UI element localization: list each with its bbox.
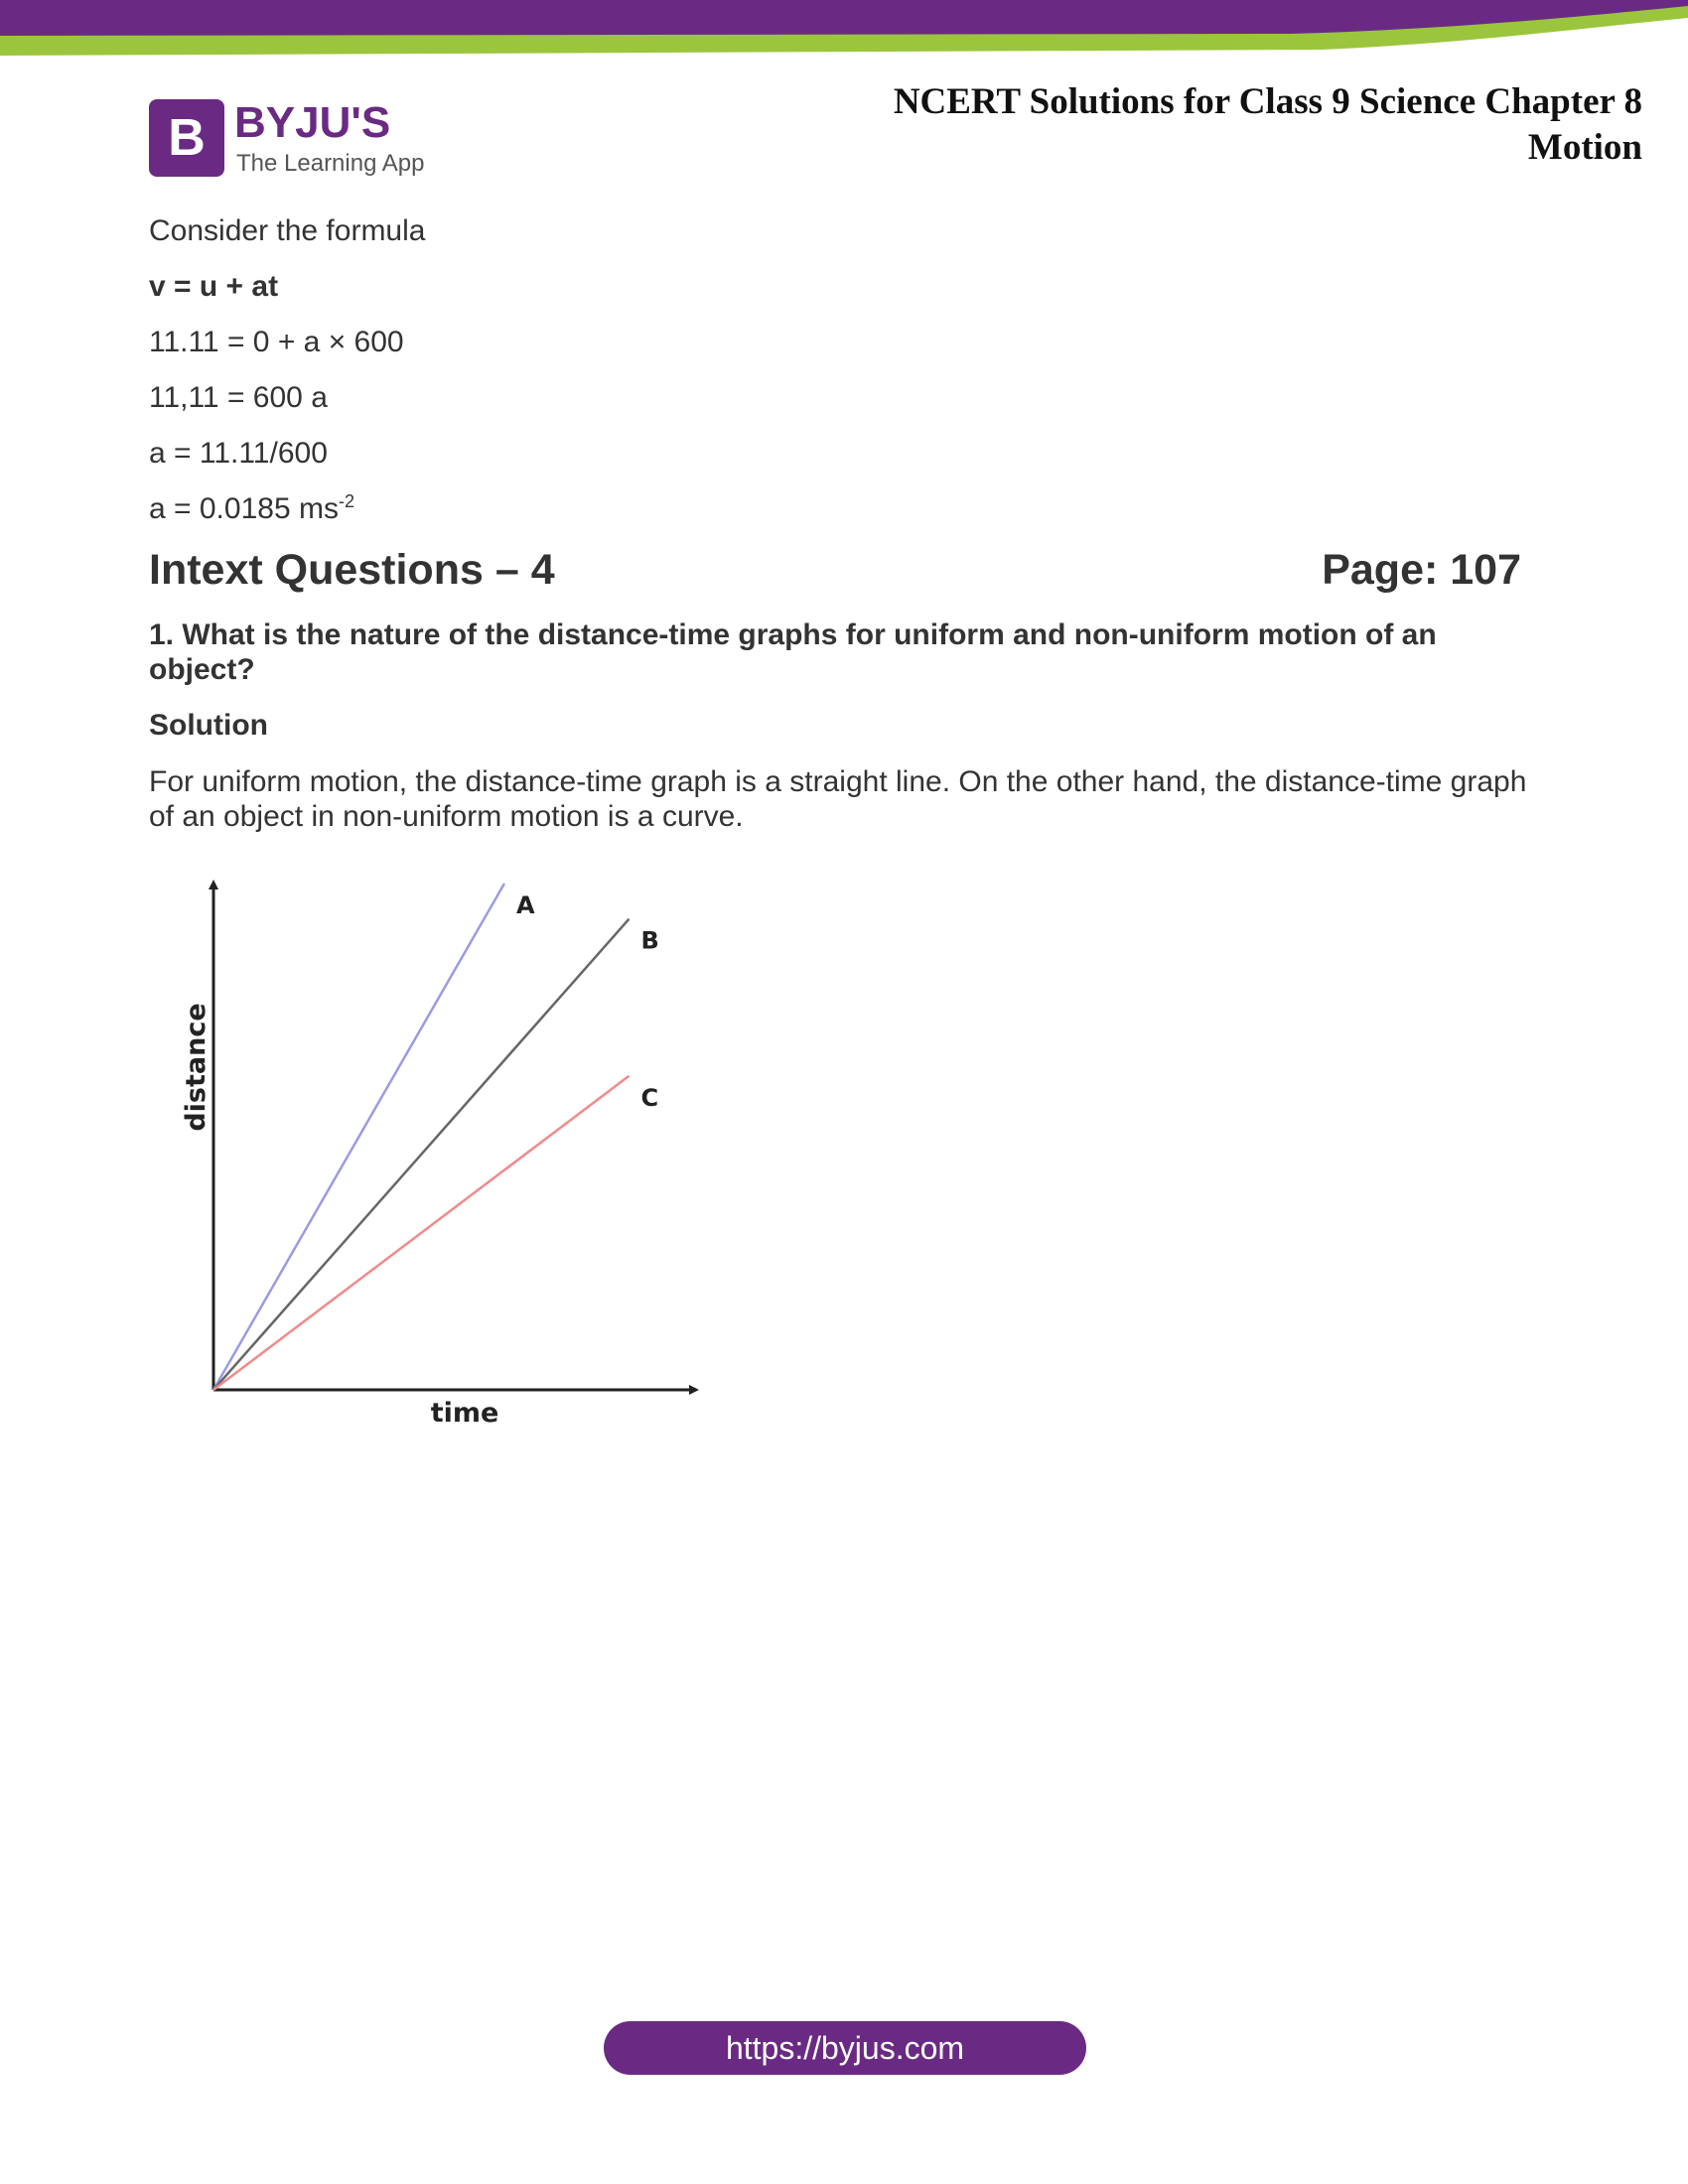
logo-letter: B [168, 109, 206, 167]
top-header-band [0, 0, 1688, 60]
series-line-c [213, 1076, 630, 1390]
series-label-b: B [640, 926, 659, 955]
formula-step-3: a = 11.11/600 [149, 437, 328, 470]
x-axis-label: time [430, 1398, 499, 1429]
solution-label: Solution [149, 709, 268, 742]
series-label-a: A [515, 891, 535, 919]
document-title-line-2: Motion [1527, 127, 1642, 168]
byjus-logo[interactable] [149, 97, 437, 181]
formula-result-value: a = 0.0185 ms [149, 492, 339, 525]
formula-intro: Consider the formula [149, 214, 426, 247]
formula-step-2: 11,11 = 600 a [149, 381, 328, 414]
document-title [749, 79, 1642, 171]
formula-result-exponent: -2 [338, 491, 354, 511]
series-label-c: C [640, 1083, 659, 1112]
logo-tagline: The Learning App [236, 150, 425, 177]
formula-result [149, 492, 354, 526]
question-text: 1. What is the nature of the distance-time graphs for uniform and non-uniform motion of an object? [149, 618, 1437, 686]
footer-website-link[interactable]: https://byjus.com [604, 2021, 1086, 2075]
series-line-b [213, 919, 630, 1390]
y-axis-label: distance [181, 1003, 211, 1132]
document-title-line-1: NCERT Solutions for Class 9 Science Chapter 8 [893, 81, 1642, 122]
distance-time-graph [169, 864, 725, 1479]
formula-step-1: 11.11 = 0 + a × 600 [149, 326, 404, 358]
page-number: Page: 107 [1322, 546, 1521, 594]
formula: v = u + at [149, 270, 279, 303]
solution-text: For uniform motion, the distance-time graph is a straight line. On the other hand, the distance-time graph of an object in non-uniform motion is a curve. [149, 765, 1527, 833]
series-line-a [213, 884, 504, 1390]
section-title: Intext Questions – 4 [149, 546, 555, 594]
logo-brand: BYJU'S [234, 98, 391, 147]
